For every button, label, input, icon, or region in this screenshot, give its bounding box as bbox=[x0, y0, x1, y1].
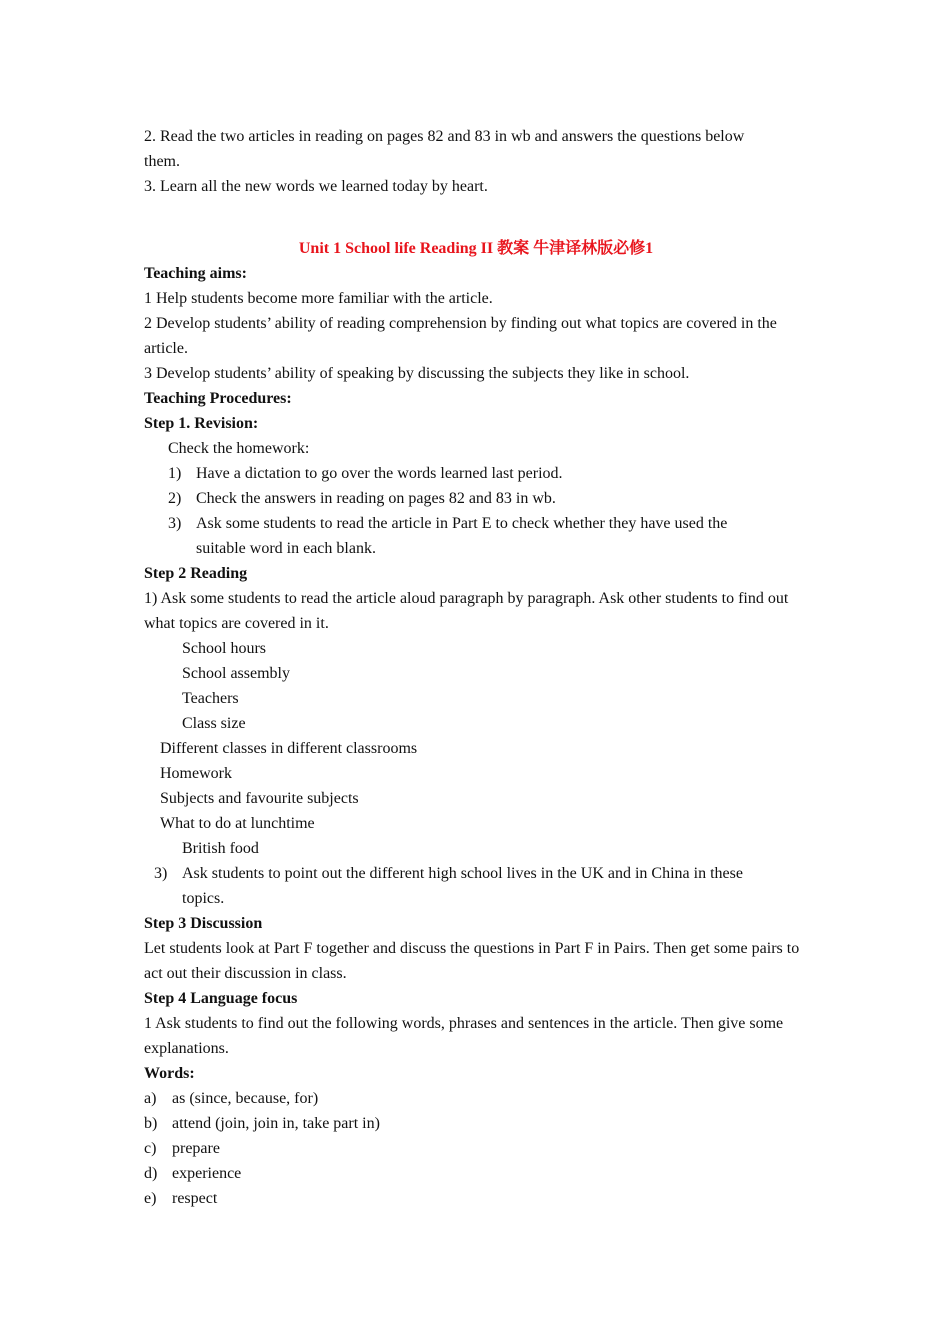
topic-item: Homework bbox=[160, 765, 232, 782]
topic-item: Subjects and favourite subjects bbox=[160, 790, 359, 807]
step2-item-3 bbox=[144, 861, 808, 911]
word-item-letter: d) bbox=[144, 1165, 158, 1182]
word-item bbox=[144, 1111, 808, 1136]
step1-item-1-text: Have a dictation to go over the words learned last period. bbox=[196, 465, 563, 482]
word-item-text: prepare bbox=[172, 1140, 220, 1157]
document-page bbox=[144, 124, 808, 1211]
step1-item-3-number: 3) bbox=[168, 515, 182, 532]
aims-heading: Teaching aims: bbox=[144, 265, 247, 282]
document-title: Unit 1 School life Reading II 教案 牛津译林版必修1 bbox=[298, 240, 654, 257]
word-item bbox=[144, 1186, 808, 1211]
word-item-text: as (since, because, for) bbox=[172, 1090, 319, 1107]
words-heading: Words: bbox=[144, 1065, 195, 1082]
aim-3: 3 Develop students’ ability of speaking by discussing the subjects they like in school. bbox=[144, 365, 690, 382]
topic-item: Class size bbox=[182, 715, 246, 732]
step1-item-2-number: 2) bbox=[168, 490, 182, 507]
procedures-heading: Teaching Procedures: bbox=[144, 390, 292, 407]
topic-item: Teachers bbox=[182, 690, 239, 707]
word-item-letter: c) bbox=[144, 1140, 157, 1157]
word-item bbox=[144, 1161, 808, 1186]
step3-heading: Step 3 Discussion bbox=[144, 915, 263, 932]
step1-item-1 bbox=[144, 461, 808, 486]
aim-1: 1 Help students become more familiar with the article. bbox=[144, 290, 493, 307]
topic-item: British food bbox=[182, 840, 259, 857]
step1-item-2 bbox=[144, 486, 808, 511]
word-item bbox=[144, 1086, 808, 1111]
word-item-text: experience bbox=[172, 1165, 242, 1182]
homework-item-2: 2. Read the two articles in reading on pages 82 and 83 in wb and answers the questions below them. bbox=[144, 128, 745, 170]
step2-item-3-text: Ask students to point out the different high school lives in the UK and in China in these topics. bbox=[182, 865, 743, 907]
word-item-text: respect bbox=[172, 1190, 218, 1207]
topic-item: School assembly bbox=[182, 665, 290, 682]
step1-heading: Step 1. Revision: bbox=[144, 415, 259, 432]
step4-heading: Step 4 Language focus bbox=[144, 990, 298, 1007]
homework-item-3: 3. Learn all the new words we learned today by heart. bbox=[144, 178, 488, 195]
topic-item: Different classes in different classrooms bbox=[160, 740, 418, 757]
step1-item-3-text: Ask some students to read the article in Part E to check whether they have used the suitable word in each blank. bbox=[196, 515, 728, 557]
word-item-letter: e) bbox=[144, 1190, 157, 1207]
step3-text: Let students look at Part F together and discuss the questions in Part F in Pairs. Then get some pairs to act out their discussion in class. bbox=[144, 940, 800, 982]
word-item-text: attend (join, join in, take part in) bbox=[172, 1115, 380, 1132]
step2-heading: Step 2 Reading bbox=[144, 565, 248, 582]
step1-item-3 bbox=[144, 511, 808, 561]
step2-item-3-number: 3) bbox=[154, 865, 168, 882]
word-item bbox=[144, 1136, 808, 1161]
step1-intro: Check the homework: bbox=[168, 440, 310, 457]
topic-item: School hours bbox=[182, 640, 266, 657]
aim-2: 2 Develop students’ ability of reading comprehension by finding out what topics are covered in the article. bbox=[144, 315, 777, 357]
topic-item: What to do at lunchtime bbox=[160, 815, 315, 832]
step1-item-2-text: Check the answers in reading on pages 82 and 83 in wb. bbox=[196, 490, 556, 507]
word-item-letter: b) bbox=[144, 1115, 158, 1132]
word-item-letter: a) bbox=[144, 1090, 157, 1107]
step2-item-1: 1) Ask some students to read the article aloud paragraph by paragraph. Ask other students to find out what topics are covered in it. bbox=[144, 590, 789, 632]
step4-text: 1 Ask students to find out the following words, phrases and sentences in the article. Then give some explanations. bbox=[144, 1015, 784, 1057]
step1-item-1-number: 1) bbox=[168, 465, 182, 482]
